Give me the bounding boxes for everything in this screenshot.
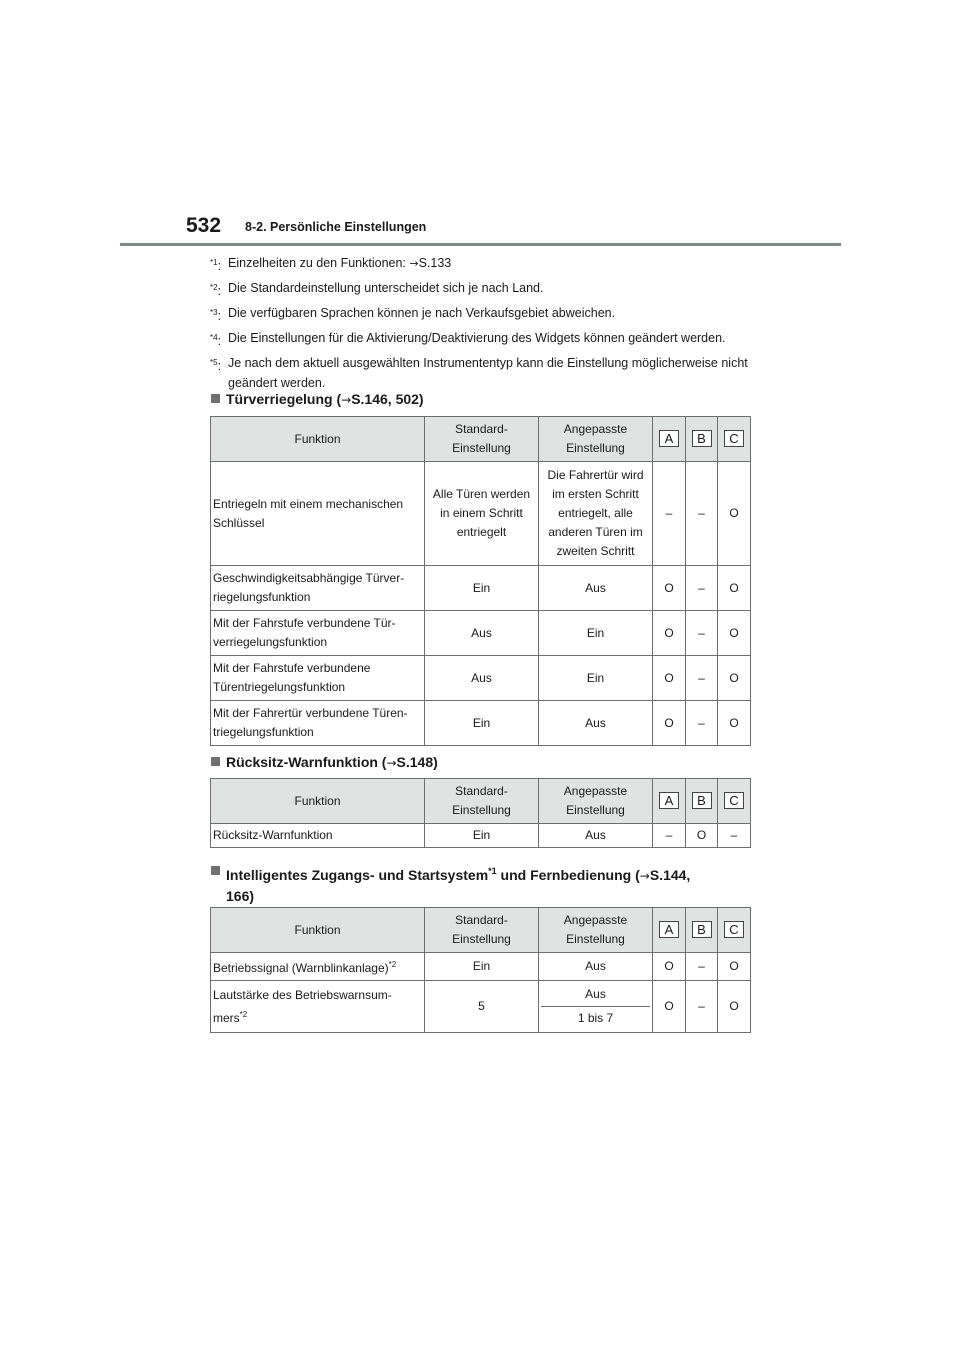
footnote: $^{*1}$: Einzelheiten zu den Funktionen: →S.133: [210, 256, 452, 273]
table-row: Mit der Fahrstufe verbundene Tür- verriegelungsfunktion Aus Ein O – O: [211, 611, 751, 656]
column-header: C: [718, 779, 751, 824]
page-ref-link[interactable]: 166): [226, 888, 255, 904]
footnote: $^{*3}$: Die verfügbaren Sprachen können je nach Verkaufsgebiet abweichen.: [210, 306, 616, 323]
column-header: Angepasste Einstellung: [539, 417, 653, 462]
column-header: B: [686, 908, 718, 953]
bullet-square-icon: [211, 757, 220, 766]
table-row: Lautstärke des Betriebswarnsum- mers$^{*2}$ 5 Aus 1 bis 7 O – O: [211, 981, 751, 1033]
settings-table: [210, 416, 751, 746]
section-heading: Intelligentes Zugangs- und Startsystem$^{*1}$ und Fernbedienung (→S.144, 166): [210, 861, 740, 906]
column-header: C: [718, 908, 751, 953]
column-header: C: [718, 417, 751, 462]
page-ref-link[interactable]: S.144,: [649, 867, 691, 883]
footnote: $^{*5}$: Je nach dem aktuell ausgewählten Instrumententyp kann die Einstellung möglicherweise nicht geändert werden.: [210, 356, 748, 390]
section-heading: Türverriegelung (→S.146, 502): [210, 389, 424, 410]
column-header: A: [653, 908, 686, 953]
table-header-row: [211, 908, 751, 953]
table-header-row: [211, 779, 751, 824]
table-row: Entriegeln mit einem mechanischen Schlüssel Alle Türen werden in einem Schritt entriegelt Die Fahrertür wird im ersten Schritt entriegelt, alle anderen Türen im zweiten Schritt – – O: [211, 462, 751, 566]
table-header-row: [211, 417, 751, 462]
section-title: 8-2. Persönliche Einstellungen: [245, 220, 427, 234]
column-header: Standard- Einstellung: [425, 417, 539, 462]
table-row: Rücksitz-Warnfunktion Ein Aus – O –: [211, 824, 751, 848]
arrow-right-icon: →: [386, 756, 397, 770]
settings-table: [210, 907, 751, 1033]
column-header: Funktion: [211, 908, 425, 953]
column-header: B: [686, 779, 718, 824]
column-header: B: [686, 417, 718, 462]
table-row: Betriebssignal (Warnblinkanlage)$^{*2}$ Ein Aus O – O: [211, 953, 751, 981]
column-header: Funktion: [211, 779, 425, 824]
column-header: Funktion: [211, 417, 425, 462]
column-header: A: [653, 417, 686, 462]
header-rule: [120, 243, 841, 246]
bullet-square-icon: [211, 866, 220, 875]
column-header: Standard- Einstellung: [425, 779, 539, 824]
page-number: 532: [186, 214, 222, 237]
section-heading: Rücksitz-Warnfunktion (→S.148): [210, 752, 438, 773]
table-row: Mit der Fahrstufe verbundene Türentriegelungsfunktion Aus Ein O – O: [211, 656, 751, 701]
table-row: Mit der Fahrertür verbundene Türen- triegelungsfunktion Ein Aus O – O: [211, 701, 751, 746]
column-header: A: [653, 779, 686, 824]
footnote: $^{*2}$: Die Standardeinstellung unterscheidet sich je nach Land.: [210, 281, 544, 298]
column-header: Standard- Einstellung: [425, 908, 539, 953]
arrow-right-icon: →: [341, 393, 352, 407]
footnote: $^{*4}$: Die Einstellungen für die Aktivierung/Deaktivierung des Widgets können geändert werden.: [210, 331, 726, 348]
arrow-right-icon: →: [639, 869, 650, 883]
bullet-square-icon: [211, 394, 220, 403]
column-header: Angepasste Einstellung: [539, 779, 653, 824]
page-ref-link[interactable]: S.148): [396, 754, 438, 770]
column-header: Angepasste Einstellung: [539, 908, 653, 953]
table-row: Geschwindigkeitsabhängige Türver- riegelungsfunktion Ein Aus O – O: [211, 566, 751, 611]
arrow-right-icon: →: [409, 257, 419, 270]
settings-table: [210, 778, 751, 848]
page-ref-link[interactable]: S.146, 502): [351, 391, 424, 407]
footnotes: [210, 253, 770, 395]
page-ref-link[interactable]: S.133: [418, 256, 452, 270]
